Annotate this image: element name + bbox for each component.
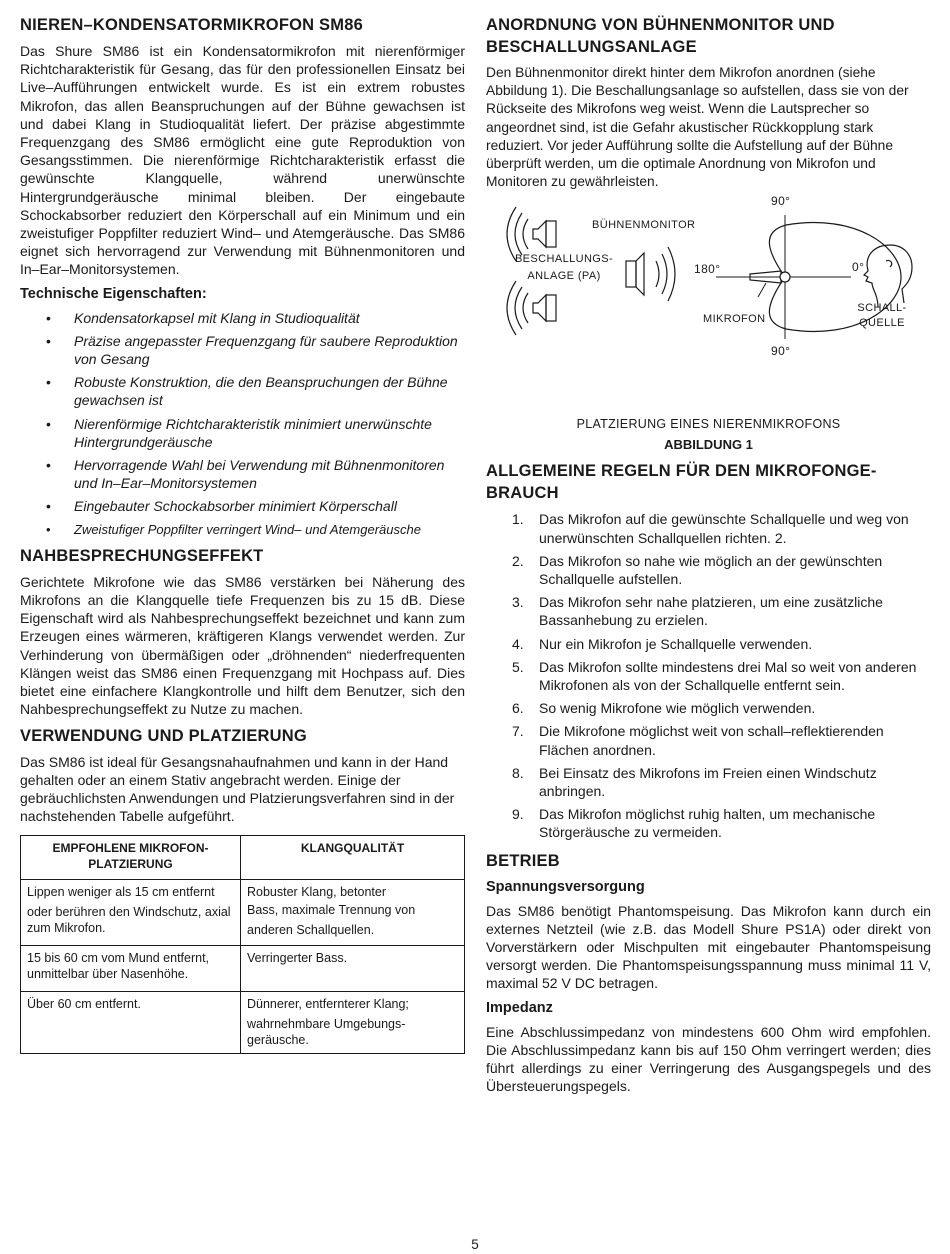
table-header-placement: EMPFOHLENE MIKROFON-PLATZIERUNG — [21, 836, 241, 880]
paragraph-usage-placement: Das SM86 ist ideal für Gesangsnahaufnahmen und kann in der Hand gehalten oder an einem Stativ angebracht werden. Einige der gebräuchlichsten Anwendungen und Platzierungsverfahren sind in der nachstehenden Tabelle aufgeführt. — [20, 753, 455, 825]
paragraph-power-supply: Das SM86 benötigt Phantomspeisung. Das Mikrofon kann durch ein externes Netzteil (wie z.B. das Modell Shure PS1A) oder direkt von Vorverstärkern oder Mischpulten mit eingebauter Phantomspeisung versorgt werden. Die Phantomspeisungsspannung muss minimal 11 V, maximal 52 V DC betragen. — [486, 902, 931, 992]
label-microphone: MIKROFON — [703, 313, 766, 326]
list-item: 3. Das Mikrofon sehr nahe platzieren, um eine zusätzliche Bassanhebung zu erzielen. — [512, 594, 883, 629]
label-sound-source: SCHALL- QUELLE — [857, 302, 907, 330]
table-cell: Lippen weniger als 15 cm entfernt oder berühren den Windschutz, axial zum Mikrofon. — [21, 880, 241, 946]
list-item: 7. Die Mikrofone möglichst weit von schall–reflektierenden Flächen anordnen. — [512, 723, 884, 758]
paragraph-impedance: Eine Abschlussimpedanz von mindestens 600 Ohm wird empfohlen. Die Abschlussimpedanz kann bis auf 150 Ohm verringert werden; dies führt allerdings zu einer Verringerung des Ausgangspegels und des Übersteuerungspegels. — [486, 1023, 931, 1095]
right-column — [486, 14, 931, 1102]
heading-general-rules: ALLGEMEINE REGELN FÜR DEN MIKROFONGE-BRAUCH — [486, 462, 877, 503]
label-0: 0° — [852, 260, 865, 275]
list-item: 5. Das Mikrofon sollte mindestens drei Mal so weit von anderen Mikrofonen als von der Schallquelle entfernt sein. — [512, 658, 917, 694]
list-item: 8. Bei Einsatz des Mikrofons im Freien einen Windschutz anbringen. — [512, 764, 877, 800]
table-cell: Robuster Klang, betonter Bass, maximale Trennung von anderen Schallquellen. — [241, 880, 465, 946]
stage-monitor-icon — [626, 247, 675, 301]
figure-cardioid-placement — [486, 194, 931, 419]
heading-proximity-effect: NAHBESPRECHUNGSEFFEKT — [20, 546, 264, 565]
label-180: 180° — [694, 262, 721, 277]
list-item: 1. Das Mikrofon auf die gewünschte Schallquelle und weg von unerwünschten Schallquellen richten. 2. — [512, 511, 909, 546]
table-cell: Verringerter Bass. — [241, 946, 465, 992]
figure-title: ABBILDUNG 1 — [664, 437, 753, 453]
label-pa-system: BESCHALLUNGS- ANLAGE (PA) — [514, 253, 614, 283]
list-item: 4. Nur ein Mikrofon je Schallquelle verwenden. — [512, 635, 813, 652]
table-header-sound-quality: KLANGQUALITÄT — [241, 836, 465, 880]
table-row — [21, 992, 465, 1054]
table-row — [21, 946, 465, 992]
heading-usage-placement: VERWENDUNG UND PLATZIERUNG — [20, 726, 307, 745]
list-item: • Nierenförmige Richtcharakteristik minimiert unerwünschte Hintergrundgeräusche — [46, 415, 432, 450]
rules-list — [486, 510, 931, 841]
heading-monitor-arrangement: ANORDNUNG VON BÜHNENMONITOR UND BESCHALLUNGSANLAGE — [486, 16, 835, 56]
heading-sm86: NIEREN–KONDENSATORMIKROFON SM86 — [20, 16, 363, 34]
label-90-bottom: 90° — [771, 344, 791, 359]
table-cell: Dünnerer, entfernterer Klang; wahrnehmbare Umgebungs-geräusche. — [241, 992, 465, 1054]
paragraph-sm86-intro: Das Shure SM86 ist ein Kondensatormikrofon mit nierenförmiger Richtcharakteristik für Gesang, das für den professionellen Einsatz bei Live–Aufführungen entwickelt wurde. Es ist ein extrem robustes Mikrofon, das allen Beanspruchungen auf der Bühne gewachsen ist und dabei Klang in Studioqualität liefert. Der präzise abgestimmte Frequenzgang des SM86 ermöglicht eine gute Reproduktion von Gesangsstimmen. Die nierenförmige Richtcharakteristik erfasst die gewünschte Klangquelle, während unerwünschte Hintergrundgeräusche minimal bleiben. Der eingebaute Schockabsorber reduziert den Körperschall auf ein Minimum und ein zweistufiger Poppfilter reduziert Wind– und Atemgeräusche. Das SM86 eignet sich hervorragend zur Verwendung mit Bühnenmonitoren und In–Ear–Monitorsystemen. — [20, 43, 465, 278]
placement-table — [20, 835, 465, 1054]
heading-operation: BETRIEB — [486, 851, 560, 870]
paragraph-proximity-effect: Gerichtete Mikrofone wie das SM86 verstärken bei Näherung des Mikrofons an die Klangquelle tiefe Frequenzen bis zu 15 dB. Diese Eigenschaft wird als Nahbesprechungseffekt bezeichnet und kann zum Erzeugen eines wärmeren, kräftigeren Klangs verwendet werden. Zur Verhinderung von übermäßigen oder „dröhnenden“ niederfrequenten Klängen weist das SM86 einen Frequenzgang mit Hochpass auf. Dies bietet eine einfachere Klangkontrolle und hilft dem Benutzer, sich den Nahbesprechungseffekt zu Nutze zu machen. — [20, 573, 465, 718]
list-item: • Hervorragende Wahl bei Verwendung mit Bühnenmonitoren und In–Ear–Monitorsystemen — [46, 457, 445, 492]
list-item: 2. Das Mikrofon so nahe wie möglich an der gewünschten Schallquelle aufstellen. — [512, 552, 883, 588]
table-header-row — [21, 836, 465, 880]
list-item: • Eingebauter Schockabsorber minimiert Körperschall — [46, 498, 397, 515]
feature-list — [20, 309, 465, 539]
table-row — [21, 880, 465, 946]
list-item: • Robuste Konstruktion, die den Beanspruchungen der Bühne gewachsen ist — [46, 374, 448, 409]
left-column — [20, 14, 465, 1054]
paragraph-monitor-arrangement: Den Bühnenmonitor direkt hinter dem Mikrofon anordnen (siehe Abbildung 1). Die Beschallungsanlage so aufstellen, dass sie von der Rückseite des Mikrofons weg weist. Wenn die Lautsprecher so angeordnet sind, ist die Gefahr akustischer Rückkopplung stark reduziert. Vor jeder Aufführung sollte die Aufstellung auf der Bühne überprüft werden, um die optimale Anordnung von Mikrofon und Monitoren zu gewährleisten. — [486, 65, 909, 190]
list-item: 6. So wenig Mikrofone wie möglich verwenden. — [512, 700, 816, 717]
label-stage-monitor: BÜHNENMONITOR — [592, 219, 696, 232]
heading-impedance: Impedanz — [486, 999, 553, 1016]
label-90-top: 90° — [771, 194, 791, 209]
figure-caption: PLATZIERUNG EINES NIERENMIKROFONS — [576, 417, 841, 432]
page-number: 5 — [471, 1237, 479, 1252]
list-item: • Kondensatorkapsel mit Klang in Studioqualität — [46, 309, 360, 326]
list-item: • Präzise angepasster Frequenzgang für saubere Reproduktion von Gesang — [46, 332, 458, 368]
heading-power-supply: Spannungsversorgung — [486, 878, 645, 895]
list-item: • Zweistufiger Poppfilter verringert Wind– und Atemgeräusche — [46, 521, 421, 537]
head-sound-source-icon — [864, 245, 912, 307]
heading-technical-features: Technische Eigenschaften: — [20, 285, 207, 302]
table-cell: 15 bis 60 cm vom Mund entfernt, unmittelbar über Nasenhöhe. — [21, 946, 241, 992]
pa-speaker-bottom-icon — [507, 281, 556, 335]
table-cell: Über 60 cm entfernt. — [21, 992, 241, 1054]
list-item: 9. Das Mikrofon möglichst ruhig halten, um mechanische Störgeräusche zu vermeiden. — [512, 806, 876, 841]
